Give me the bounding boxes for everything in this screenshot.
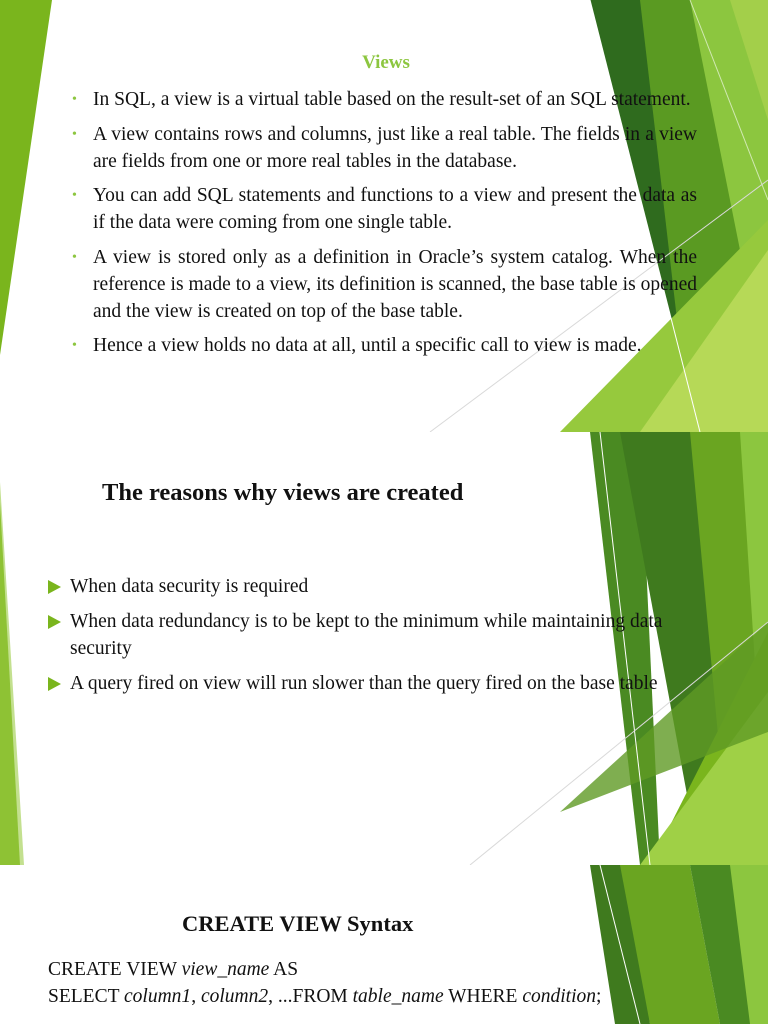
syntax-line-create: CREATE VIEW view_name AS [48,959,299,980]
triangle-bullet-icon [48,580,61,594]
triangle-bullet-icon [48,677,61,691]
syntax-line-select: SELECT column1, column2, ...FROM table_name WHERE condition; [48,986,602,1007]
bullet-dot-icon: • [72,92,77,107]
bullet-list [70,86,697,367]
slide-title: The reasons why views are created [102,479,464,506]
list-item: • In SQL, a view is a virtual table based on the result-set of an SQL statement. [70,86,697,113]
slide-create-view-syntax [0,865,768,1024]
bullet-dot-icon: • [72,249,77,265]
bullet-dot-icon: • [72,338,77,353]
list-item: When data security is required [47,573,711,600]
list-item: • A view contains rows and columns, just like a real table. The fields in a view are fields from one or more real tables in the database. [70,121,697,175]
list-item: When data redundancy is to be kept to the minimum while maintaining data security [47,608,711,662]
slide-reasons [0,432,768,865]
list-item: • A view is stored only as a definition in Oracle’s system catalog. When the reference is made to a view, its definition is scanned, the base table is opened and the view is created on top of the base table. [70,244,697,325]
bullet-dot-icon: • [72,126,77,142]
list-item: A query fired on view will run slower than the query fired on the base table [47,670,711,697]
slide-views [0,0,768,432]
triangle-bullet-icon [48,615,61,629]
sql-syntax-block [48,956,601,1010]
slide-title: Views [362,52,410,73]
bullet-dot-icon: • [72,188,77,203]
list-item: • You can add SQL statements and functions to a view and present the data as if the data were coming from one single table. [70,182,697,236]
bullet-list [47,573,711,705]
list-item: • Hence a view holds no data at all, until a specific call to view is made. [70,332,697,359]
slide-title: CREATE VIEW Syntax [182,911,414,936]
